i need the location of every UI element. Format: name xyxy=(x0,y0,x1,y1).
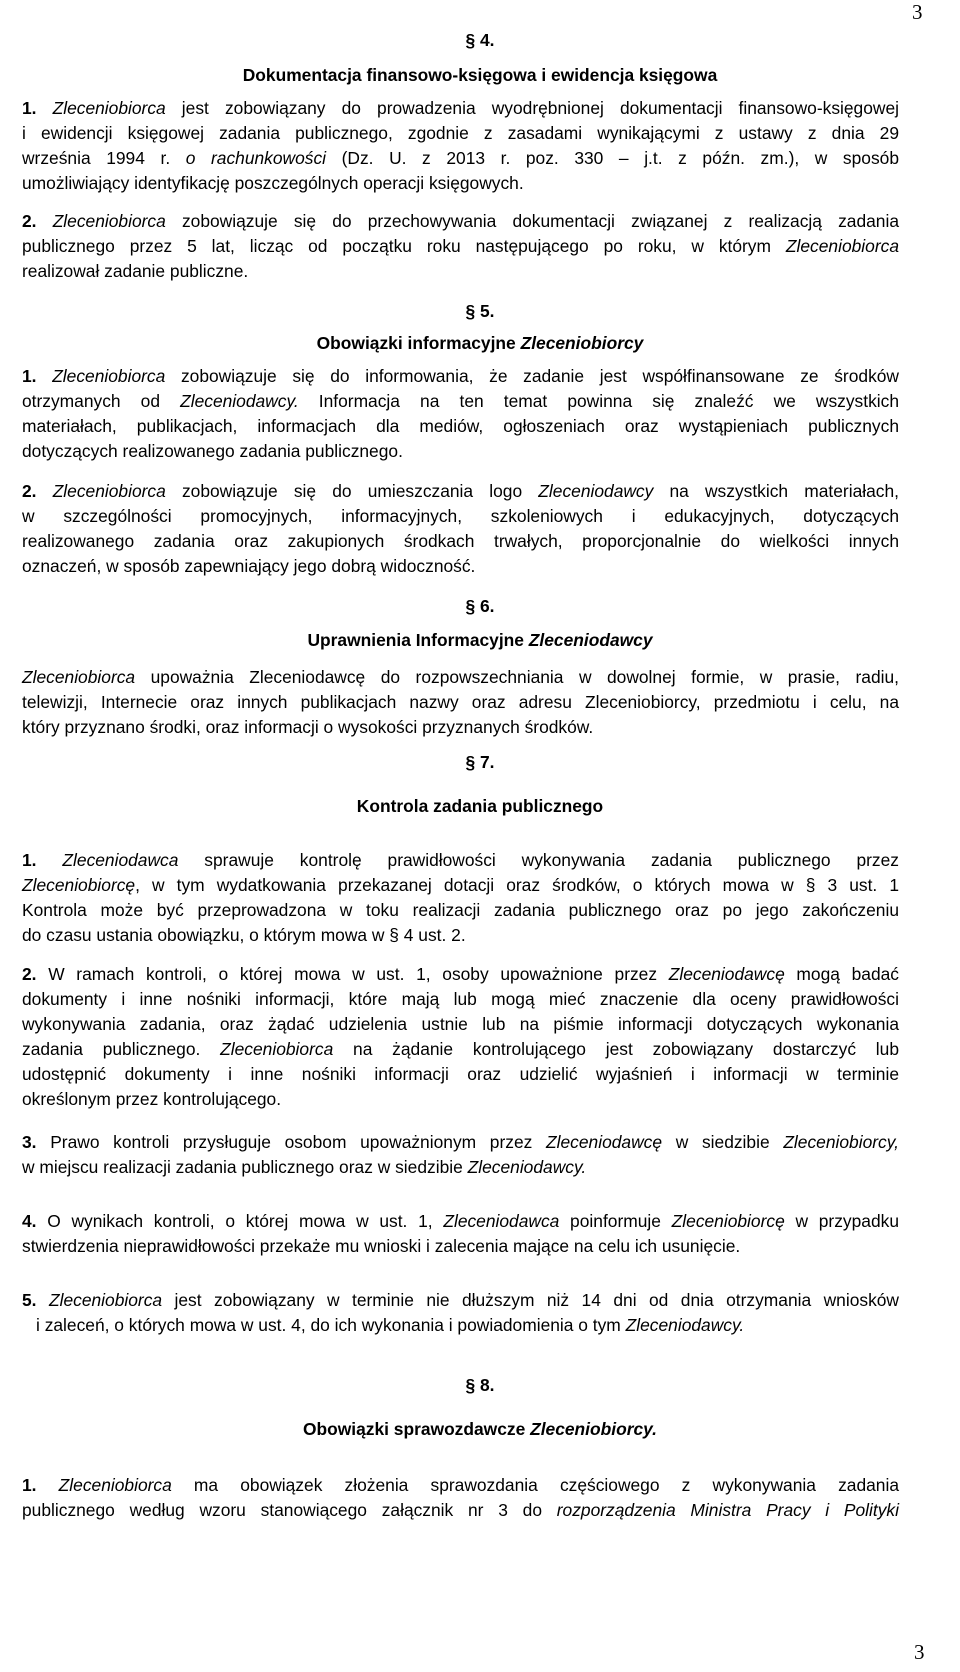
section-6-number: § 6. xyxy=(465,596,495,616)
party-name: Zleceniodawca xyxy=(62,850,179,870)
text-line: sprawuje kontrolę prawidłowości wykonywania zadania publicznego przez xyxy=(178,850,899,870)
party-name: Zleceniodawcy. xyxy=(180,391,299,411)
party-name: Zleceniobiorca xyxy=(785,236,899,256)
section-5-paragraph-2 xyxy=(22,479,899,579)
paragraph-number: 1. xyxy=(22,98,37,118)
party-name: Zleceniodawcy xyxy=(538,481,654,501)
party-name: Zleceniobiorca xyxy=(220,1039,334,1059)
text-line: umożliwiający identyfikację poszczególnych operacji księgowych. xyxy=(22,173,524,193)
text-line: Informacja na ten temat powinna się znaleźć we wszystkich xyxy=(298,391,899,411)
text-line: na wszystkich materiałach, xyxy=(653,481,899,501)
party-name: Zleceniodawca xyxy=(443,1211,560,1231)
text-line: wykonywania zadania, oraz żądać udzielenia ustnie lub na piśmie informacji dotyczących wykonania xyxy=(22,1014,899,1034)
paragraph-number: 1. xyxy=(22,850,37,870)
text-line: który przyznano środki, oraz informacji o wysokości przyznanych środków. xyxy=(22,717,594,737)
text-line: otrzymanych od xyxy=(22,391,181,411)
text-line: jest zobowiązany do prowadzenia wyodrębnionej dokumentacji finansowo-księgowej xyxy=(165,98,899,118)
text-line: zadania publicznego. xyxy=(22,1039,221,1059)
party-name: Zleceniobiorca xyxy=(48,1290,163,1310)
text-line: publicznego według wzoru stanowiącego załącznik nr 3 do xyxy=(22,1500,557,1520)
party-name: Zleceniobiorca xyxy=(58,1475,172,1495)
section-7-number: § 7. xyxy=(465,752,495,772)
text-line: telewizji, Internecie oraz innych publikacjach nazwy oraz adresu Zleceniobiorcy, przedmiotu i celu, na xyxy=(22,692,899,712)
text-line: realizowanego zadania oraz zakupionych środkach trwałych, proporcjonalnie do wielkości innych xyxy=(22,531,899,551)
section-7-paragraph-2 xyxy=(22,962,899,1112)
section-5-title: Obowiązki informacyjne Zleceniobiorcy xyxy=(316,333,644,353)
party-name: Zleceniobiorca xyxy=(52,98,166,118)
text-line: stwierdzenia nieprawidłowości przekaże mu wnioski i zalecenia mające na celu ich usunięcie. xyxy=(22,1236,741,1256)
section-4-number: § 4. xyxy=(465,30,495,50)
text-line: publicznego przez 5 lat, licząc od początku roku następującego po roku, w którym xyxy=(22,236,786,256)
section-7-title: Kontrola zadania publicznego xyxy=(356,796,604,816)
paragraph-number: 5. xyxy=(22,1290,37,1310)
party-name: Zleceniobiorca xyxy=(52,366,166,386)
party-name: Zleceniodawcy. xyxy=(467,1157,587,1177)
text-line: dotyczących realizowanego zadania publicznego. xyxy=(22,441,403,461)
party-name: Zleceniobiorca xyxy=(52,481,166,501)
party-name: Zleceniobiorcę xyxy=(671,1211,785,1231)
section-4-paragraph-2 xyxy=(22,209,899,284)
section-4-paragraph-1 xyxy=(22,96,899,196)
section-7-paragraph-5 xyxy=(22,1288,899,1338)
section-7-paragraph-4 xyxy=(22,1209,899,1259)
text-line: Kontrola może być przeprowadzona w toku realizacji zadania publicznego oraz po jego zakończeniu xyxy=(22,900,899,920)
section-8-title: Obowiązki sprawozdawcze Zleceniobiorcy. xyxy=(302,1419,658,1439)
paragraph-number: 2. xyxy=(22,211,37,231)
party-name: Zleceniodawcę xyxy=(668,964,785,984)
text-line: ma obowiązek złożenia sprawozdania częściowego z wykonywania zadania xyxy=(171,1475,899,1495)
page-number-bottom: 3 xyxy=(914,1640,925,1664)
text-line: realizował zadanie publiczne. xyxy=(22,261,249,281)
text-line: W ramach kontroli, o której mowa w ust. 1, osoby upoważnione przez xyxy=(36,964,669,984)
text-line: (Dz. U. z 2013 r. poz. 330 – j.t. z późn. zm.), w sposób xyxy=(326,148,900,168)
section-8-number: § 8. xyxy=(465,1375,495,1395)
text-line: września 1994 r. xyxy=(22,148,186,168)
text-line: poinformuje xyxy=(559,1211,672,1231)
text-line: jest zobowiązany w terminie nie dłuższym niż 14 dni od dnia otrzymania wniosków xyxy=(162,1290,899,1310)
section-7-paragraph-3 xyxy=(22,1130,899,1180)
party-name: Zleceniobiorca xyxy=(52,211,166,231)
text-line: zobowiązuje się do przechowywania dokumentacji związanej z realizacją zadania xyxy=(165,211,899,231)
page-number-top: 3 xyxy=(912,0,923,24)
act-name: rozporządzenia Ministra Pracy i Polityki xyxy=(556,1500,899,1520)
section-7-paragraph-1 xyxy=(22,848,899,948)
party-name: Zleceniobiorcę xyxy=(22,875,136,895)
section-5-number: § 5. xyxy=(465,301,495,321)
text-line: do czasu ustania obowiązku, o którym mowa w § 4 ust. 2. xyxy=(22,925,466,945)
section-8-paragraph-1 xyxy=(22,1473,899,1523)
section-4-title: Dokumentacja finansowo-księgowa i ewidencja księgowa xyxy=(242,65,718,85)
text-line: w miejscu realizacji zadania publicznego oraz w siedzibie xyxy=(22,1157,468,1177)
text-line: udostępnić dokumenty i inne nośniki informacji oraz udzielić wyjaśnień i informacji w terminie xyxy=(22,1064,899,1084)
party-name: Zleceniodawcę xyxy=(546,1132,663,1152)
paragraph-number: 1. xyxy=(22,366,37,386)
paragraph-number: 4. xyxy=(22,1211,37,1231)
paragraph-number: 2. xyxy=(22,964,37,984)
text-line: w siedzibie xyxy=(662,1132,784,1152)
party-name: Zleceniobiorca xyxy=(22,667,136,687)
party-name: Zleceniobiorcy, xyxy=(783,1132,899,1152)
text-line: upoważnia Zleceniodawcę do rozpowszechniania w dowolnej formie, w prasie, radiu, xyxy=(135,667,899,687)
text-line: oznaczeń, w sposób zapewniający jego dobrą widoczność. xyxy=(22,556,476,576)
text-line: w przypadku xyxy=(784,1211,899,1231)
text-line: zobowiązuje się do umieszczania logo xyxy=(165,481,539,501)
text-line: w szczególności promocyjnych, informacyjnych, szkoleniowych i edukacyjnych, dotyczących xyxy=(22,506,899,526)
text-line: mogą badać xyxy=(784,964,899,984)
paragraph-number: 1. xyxy=(22,1475,37,1495)
text-line: i zaleceń, o których mowa w ust. 4, do ich wykonania i powiadomienia o tym xyxy=(36,1315,626,1335)
text-line: O wynikach kontroli, o której mowa w ust. 1, xyxy=(36,1211,444,1231)
party-name: Zleceniodawcy. xyxy=(625,1315,745,1335)
paragraph-number: 2. xyxy=(22,481,37,501)
text-line: zobowiązuje się do informowania, że zadanie jest współfinansowane ze środków xyxy=(165,366,899,386)
text-line: dokumenty i inne nośniki informacji, które mają lub mogą mieć znaczenie dla oceny prawidłowości xyxy=(22,989,899,1009)
section-6-title: Uprawnienia Informacyjne Zleceniodawcy xyxy=(307,630,653,650)
text-line: określonym przez kontrolującego. xyxy=(22,1089,282,1109)
text-line: na żądanie kontrolującego jest zobowiązany dostarczyć lub xyxy=(333,1039,900,1059)
act-name: o rachunkowości xyxy=(185,148,327,168)
text-line: i ewidencji księgowej zadania publicznego, zgodnie z zasadami wynikającymi z ustawy z dnia 29 xyxy=(22,123,899,143)
text-line: materiałach, publikacjach, informacjach dla mediów, ogłoszeniach oraz wystąpieniach publicznych xyxy=(22,416,899,436)
section-5-paragraph-1 xyxy=(22,364,899,464)
text-line: Prawo kontroli przysługuje osobom upoważnionym przez xyxy=(36,1132,547,1152)
paragraph-number: 3. xyxy=(22,1132,37,1152)
section-6-paragraph xyxy=(22,665,899,740)
text-line: , w tym wydatkowania przekazanej dotacji oraz środków, o których mowa w § 3 ust. 1 xyxy=(135,875,899,895)
